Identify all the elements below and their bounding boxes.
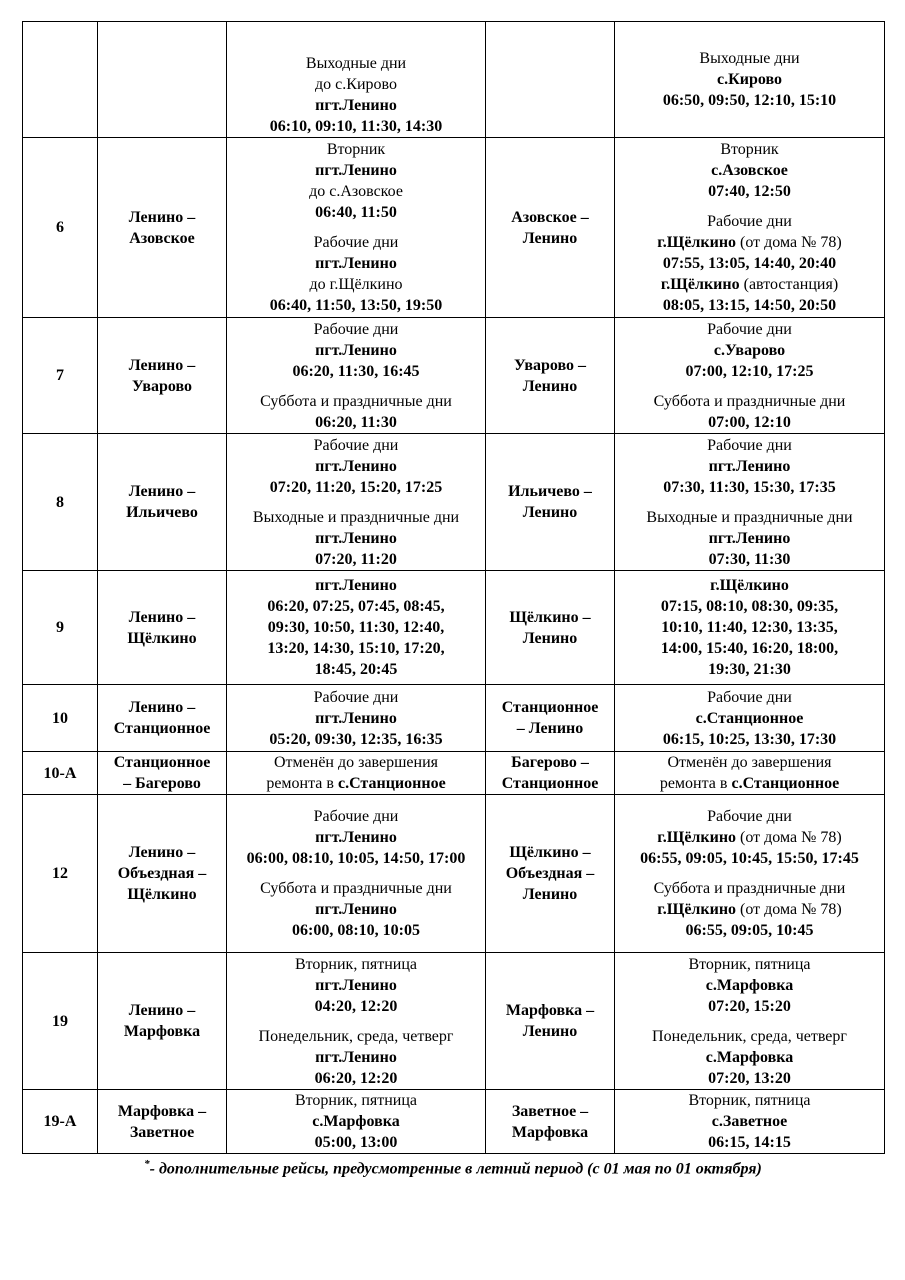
route-line: – Ленино: [516, 720, 584, 737]
route-line: Ленино: [522, 1023, 578, 1040]
schedule-outbound: [227, 571, 486, 685]
schedule-return: [615, 1090, 885, 1154]
schedule-line: 07:20, 13:20: [708, 1069, 791, 1087]
schedule-line: с.Марфовка: [705, 1048, 794, 1066]
schedule-line: 07:30, 11:30: [708, 550, 791, 568]
schedule-line: 19:30, 21:30: [708, 661, 791, 678]
schedule-line-part: ремонта в: [659, 775, 732, 792]
schedule-line-part: с.Станционное: [337, 775, 446, 792]
schedule-return: [615, 571, 885, 685]
route-return: [486, 685, 615, 752]
schedule-block: [617, 48, 882, 111]
schedule-line: Суббота и праздничные дни: [260, 392, 452, 410]
schedule-line: Вторник, пятница: [688, 1092, 811, 1109]
route-outbound: [98, 434, 227, 571]
schedule-line: 18:45, 20:45: [314, 661, 398, 678]
schedule-line: 06:20, 07:25, 07:45, 08:45,: [267, 598, 445, 615]
route-outbound: [98, 953, 227, 1090]
route-line: Объездная –: [505, 865, 595, 882]
schedule-block: [617, 806, 882, 869]
route-line: Ленино –: [128, 356, 196, 374]
schedule-row: [23, 752, 885, 795]
schedule-block: [617, 1090, 882, 1153]
route-outbound: [98, 795, 227, 953]
schedule-line: [617, 827, 882, 848]
route-line: Заветное: [129, 1123, 195, 1141]
schedule-line: 06:40, 11:50: [315, 204, 397, 221]
footnote-mark: *: [144, 1158, 150, 1170]
schedule-block: [229, 507, 483, 570]
schedule-line: 06:20, 12:20: [314, 1069, 398, 1087]
schedule-line: Рабочие дни: [313, 808, 399, 825]
schedule-outbound: [227, 22, 486, 138]
route-number: 8: [23, 434, 98, 571]
schedule-line: Суббота и праздничные дни: [653, 392, 846, 410]
route-line: Ленино –: [128, 608, 196, 626]
schedule-line: 06:00, 08:10, 10:05: [292, 922, 420, 939]
schedule-block: [617, 752, 882, 794]
schedule-line: 06:20, 11:30, 16:45: [292, 362, 420, 380]
schedule-block: [617, 211, 882, 316]
route-line: Станционное: [501, 699, 599, 716]
schedule-row: [23, 685, 885, 752]
schedule-line: с.Кирово: [717, 71, 782, 88]
schedule-line: 06:15, 14:15: [708, 1134, 791, 1151]
schedule-line-part: ремонта в: [266, 775, 338, 792]
schedule-line: пгт.Ленино: [315, 162, 397, 179]
route-line: Ленино –: [128, 844, 196, 861]
schedule-line: Вторник, пятница: [294, 955, 418, 973]
footnote: [22, 1154, 884, 1179]
schedule-line: до с.Кирово: [315, 76, 397, 93]
route-line: Станционное: [113, 754, 211, 771]
schedule-outbound: [227, 752, 486, 795]
route-line: Марфовка: [123, 1023, 201, 1040]
route-line: Ленино: [522, 629, 578, 647]
schedule-line: Вторник: [326, 141, 386, 158]
route-line: Ильичево –: [508, 483, 592, 500]
schedule-line: с.Марфовка: [312, 1113, 400, 1130]
schedule-line: [617, 274, 882, 295]
route-number: 19-А: [23, 1090, 98, 1154]
schedule-line: с.Станционное: [695, 709, 804, 727]
route-line: Станционное: [113, 720, 211, 737]
schedule-line: 04:20, 12:20: [314, 997, 398, 1015]
schedule-line: 06:55, 09:05, 10:45: [685, 922, 814, 939]
schedule-line: пгт.Ленино: [315, 829, 397, 846]
route-number: 6: [23, 138, 98, 318]
schedule-line: [617, 773, 882, 794]
schedule-block: [229, 1090, 483, 1153]
route-line: Ленино: [522, 886, 578, 903]
route-line: Азовское –: [511, 208, 589, 226]
schedule-line: пгт.Ленино: [315, 341, 397, 359]
schedule-block: [229, 878, 483, 941]
schedule-line: Рабочие дни: [707, 808, 792, 825]
schedule-line: пгт.Ленино: [315, 976, 397, 994]
schedule-line-part: г.Щёлкино: [660, 276, 740, 293]
schedule-outbound: [227, 434, 486, 571]
footnote-text: - дополнительные рейсы, предусмотренные в летний период (с 01 мая по 01 октября): [149, 1160, 762, 1178]
schedule-line: Суббота и праздничные дни: [260, 880, 452, 897]
route-line: Ленино: [522, 229, 578, 247]
route-return: [486, 752, 615, 795]
schedule-line: 06:55, 09:05, 10:45, 15:50, 17:45: [640, 850, 859, 867]
route-outbound: [98, 138, 227, 318]
schedule-row: [23, 138, 885, 318]
route-outbound: [98, 685, 227, 752]
route-line: Станционное: [501, 775, 599, 792]
route-outbound: [98, 1090, 227, 1154]
route-line: Уварово: [131, 377, 193, 395]
schedule-line-part: (автостанция): [739, 276, 839, 293]
schedule-block: [229, 954, 483, 1017]
schedule-outbound: [227, 1090, 486, 1154]
route-line: Щёлкино –: [509, 608, 591, 626]
schedule-line: пгт.Ленино: [315, 529, 397, 547]
schedule-line: 08:05, 13:15, 14:50, 20:50: [662, 297, 837, 314]
schedule-line: 07:00, 12:10, 17:25: [685, 362, 814, 380]
schedule-line-part: г.Щёлкино: [657, 829, 737, 846]
schedule-line: пгт.Ленино: [315, 577, 397, 594]
route-number: [23, 22, 98, 138]
route-return: [486, 953, 615, 1090]
route-return: [486, 434, 615, 571]
schedule-block: [617, 139, 882, 202]
schedule-line: пгт.Ленино: [315, 457, 397, 475]
schedule-line: пгт.Ленино: [315, 709, 397, 727]
schedule-line: 07:40, 12:50: [708, 183, 791, 200]
route-line: Ленино –: [128, 208, 196, 226]
schedule-line-part: (от дома № 78): [736, 234, 842, 251]
schedule-outbound: [227, 138, 486, 318]
schedule-line: с.Азовское: [711, 162, 788, 179]
schedule-row: [23, 953, 885, 1090]
schedule-block: [617, 435, 882, 498]
route-line: Азовское: [129, 229, 195, 247]
schedule-block: [617, 1026, 882, 1089]
schedule-line: 06:00, 08:10, 10:05, 14:50, 17:00: [246, 850, 466, 867]
schedule-line: Выходные и праздничные дни: [252, 508, 460, 526]
schedule-block: [229, 319, 483, 382]
schedule-line: 07:20, 11:20: [315, 550, 397, 568]
schedule-row: [23, 434, 885, 571]
schedule-line: до с.Азовское: [309, 183, 403, 200]
schedule-return: [615, 138, 885, 318]
route-line: Объездная –: [117, 865, 207, 882]
route-line: Уварово –: [513, 356, 587, 374]
schedule-line: Выходные и праздничные дни: [646, 508, 853, 526]
schedule-line: Рабочие дни: [707, 320, 792, 338]
route-return: [486, 795, 615, 953]
schedule-block: [229, 53, 483, 137]
schedule-line: [617, 232, 882, 253]
route-outbound: [98, 22, 227, 138]
schedule-line: Выходные дни: [699, 50, 800, 67]
route-outbound: [98, 571, 227, 685]
route-line: Щёлкино: [127, 886, 197, 903]
schedule-line: Отменён до завершения: [273, 754, 439, 771]
schedule-line: Рабочие дни: [707, 688, 792, 706]
schedule-line: Понедельник, среда, четверг: [258, 1027, 454, 1045]
schedule-line: пгт.Ленино: [708, 457, 791, 475]
schedule-return: [615, 318, 885, 434]
schedule-block: [229, 139, 483, 223]
schedule-line: [617, 899, 882, 920]
schedule-line: 06:10, 09:10, 11:30, 14:30: [269, 118, 443, 135]
route-line: Ленино –: [128, 483, 196, 500]
route-line: Заветное –: [511, 1102, 589, 1120]
route-line: Ленино –: [128, 699, 196, 716]
schedule-return: [615, 22, 885, 138]
schedule-line: с.Марфовка: [705, 976, 794, 994]
route-number: 9: [23, 571, 98, 685]
schedule-line: Рабочие дни: [313, 234, 399, 251]
route-line: Багерово –: [511, 754, 589, 771]
schedule-line: 06:15, 10:25, 13:30, 17:30: [662, 730, 837, 748]
schedule-block: [617, 878, 882, 941]
schedule-block: [229, 1026, 483, 1089]
route-outbound: [98, 752, 227, 795]
schedule-line: пгт.Ленино: [315, 255, 397, 272]
schedule-line: Выходные дни: [305, 55, 407, 72]
route-return: [486, 22, 615, 138]
schedule-block: [617, 507, 882, 570]
schedule-line-part: (от дома № 78): [736, 901, 842, 918]
schedule-block: [617, 391, 882, 433]
schedule-line: 05:00, 13:00: [314, 1134, 398, 1151]
schedule-block: [617, 575, 882, 680]
schedule-line: Рабочие дни: [313, 688, 399, 706]
schedule-return: [615, 434, 885, 571]
schedule-table: [22, 21, 885, 1154]
schedule-line: 10:10, 11:40, 12:30, 13:35,: [661, 619, 838, 636]
schedule-line-part: г.Щёлкино: [657, 234, 737, 251]
schedule-line: пгт.Ленино: [708, 529, 791, 547]
schedule-line: г.Щёлкино: [710, 577, 789, 594]
schedule-line: 07:15, 08:10, 08:30, 09:35,: [660, 598, 839, 615]
schedule-line: Рабочие дни: [707, 436, 792, 454]
schedule-line: Вторник, пятница: [688, 955, 811, 973]
route-line: Ленино: [522, 504, 578, 521]
schedule-line: Понедельник, среда, четверг: [652, 1027, 847, 1045]
schedule-line: пгт.Ленино: [315, 901, 397, 918]
schedule-line: 07:55, 13:05, 14:40, 20:40: [662, 255, 837, 272]
route-line: Щёлкино: [127, 629, 197, 647]
schedule-row: [23, 1090, 885, 1154]
schedule-line: [229, 773, 483, 794]
route-line: Ленино –: [128, 1002, 196, 1019]
schedule-line: 06:20, 11:30: [315, 413, 397, 431]
schedule-block: [229, 391, 483, 433]
schedule-block: [229, 575, 483, 680]
schedule-block: [229, 752, 483, 794]
schedule-return: [615, 685, 885, 752]
route-return: [486, 1090, 615, 1154]
route-number: 12: [23, 795, 98, 953]
schedule-outbound: [227, 953, 486, 1090]
schedule-block: [229, 806, 483, 869]
schedule-line: 14:00, 15:40, 16:20, 18:00,: [660, 640, 839, 657]
schedule-block: [229, 232, 483, 316]
schedule-line: 06:40, 11:50, 13:50, 19:50: [269, 297, 443, 314]
schedule-table-body: [23, 22, 885, 1154]
route-number: 10-А: [23, 752, 98, 795]
route-outbound: [98, 318, 227, 434]
route-line: Марфовка: [511, 1123, 589, 1141]
schedule-block: [229, 687, 483, 750]
schedule-line: Рабочие дни: [313, 320, 399, 338]
schedule-row: [23, 571, 885, 685]
route-number: 10: [23, 685, 98, 752]
schedule-outbound: [227, 318, 486, 434]
schedule-block: [617, 687, 882, 750]
schedule-outbound: [227, 685, 486, 752]
schedule-line: 13:20, 14:30, 15:10, 17:20,: [267, 640, 445, 657]
schedule-line: пгт.Ленино: [315, 97, 397, 114]
schedule-line: до г.Щёлкино: [309, 276, 403, 293]
schedule-outbound: [227, 795, 486, 953]
schedule-row: [23, 22, 885, 138]
schedule-line: Вторник, пятница: [294, 1092, 418, 1109]
schedule-line: Рабочие дни: [313, 436, 399, 454]
schedule-block: [617, 319, 882, 382]
route-line: Ленино: [522, 377, 578, 395]
schedule-row: [23, 795, 885, 953]
schedule-line: 09:30, 10:50, 11:30, 12:40,: [267, 619, 445, 636]
schedule-block: [229, 435, 483, 498]
route-line: Щёлкино –: [509, 844, 591, 861]
route-line: – Багерово: [123, 775, 201, 792]
route-number: 19: [23, 953, 98, 1090]
route-return: [486, 318, 615, 434]
schedule-line: Рабочие дни: [707, 213, 792, 230]
schedule-line: Вторник: [720, 141, 779, 158]
route-line: Марфовка –: [505, 1002, 595, 1019]
schedule-line: 06:50, 09:50, 12:10, 15:10: [662, 92, 837, 109]
schedule-line: Отменён до завершения: [667, 754, 832, 771]
schedule-line: 07:20, 15:20: [708, 997, 791, 1015]
schedule-line: 07:00, 12:10: [708, 413, 791, 431]
route-line: Марфовка –: [117, 1102, 207, 1120]
schedule-line: 07:20, 11:20, 15:20, 17:25: [269, 478, 443, 496]
schedule-line-part: (от дома № 78): [736, 829, 842, 846]
schedule-line: с.Уварово: [713, 341, 786, 359]
route-line: Ильичево: [126, 504, 198, 521]
schedule-row: [23, 318, 885, 434]
schedule-line: Суббота и праздничные дни: [653, 880, 846, 897]
schedule-line: пгт.Ленино: [315, 1048, 397, 1066]
schedule-line: 05:20, 09:30, 12:35, 16:35: [269, 730, 443, 748]
schedule-return: [615, 752, 885, 795]
schedule-line: 07:30, 11:30, 15:30, 17:35: [663, 478, 836, 496]
schedule-return: [615, 953, 885, 1090]
schedule-block: [617, 954, 882, 1017]
route-number: 7: [23, 318, 98, 434]
schedule-line-part: г.Щёлкино: [657, 901, 737, 918]
route-return: [486, 138, 615, 318]
schedule-return: [615, 795, 885, 953]
schedule-line-part: с.Станционное: [731, 775, 840, 792]
schedule-line: с.Заветное: [711, 1113, 788, 1130]
route-return: [486, 571, 615, 685]
